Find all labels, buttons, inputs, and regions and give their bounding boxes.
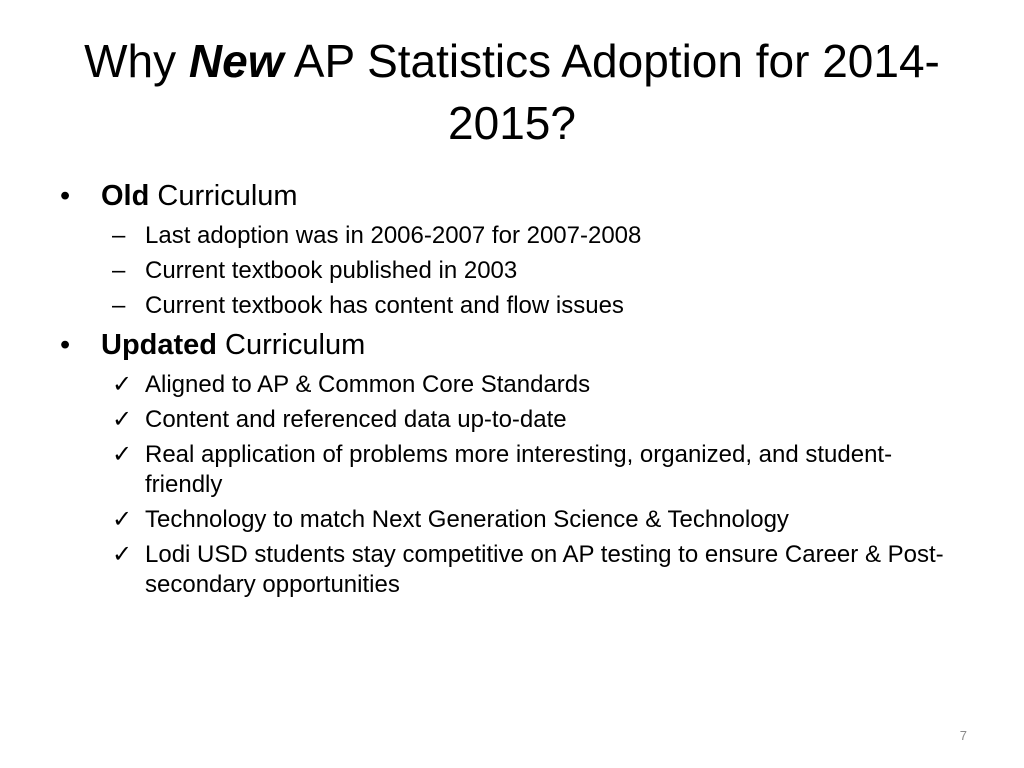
- checkmark-icon: ✓: [112, 441, 133, 468]
- slide-content: [60, 176, 960, 603]
- list-item-text: Lodi USD students stay competitive on AP testing to ensure Career & Post-secondary opportunities: [145, 541, 944, 598]
- list-item-text: Content and referenced data up-to-date: [145, 406, 567, 433]
- bullet-icon: •: [60, 329, 71, 361]
- list-item: [60, 540, 965, 600]
- list-item: [60, 440, 965, 500]
- dash-icon: –: [112, 257, 126, 284]
- list-item: [60, 256, 965, 286]
- list-item-text: Current textbook published in 2003: [145, 257, 518, 284]
- list-item: [60, 505, 965, 535]
- list-item: [60, 291, 965, 321]
- section-heading-rest: Curriculum: [149, 180, 298, 212]
- dash-icon: –: [112, 292, 126, 319]
- title-prefix: Why: [84, 35, 189, 87]
- section-heading-bold: Updated: [101, 329, 217, 361]
- bullet-icon: •: [60, 180, 71, 212]
- list-item-text: Aligned to AP & Common Core Standards: [145, 371, 591, 398]
- section-heading-rest: Curriculum: [217, 329, 366, 361]
- section-heading-old: [60, 176, 960, 216]
- slide-title: [60, 30, 964, 154]
- list-item-text: Last adoption was in 2006-2007 for 2007-2008: [145, 222, 642, 249]
- checkmark-icon: ✓: [112, 506, 133, 533]
- checkmark-icon: ✓: [112, 541, 133, 568]
- list-item-text: Real application of problems more interesting, organized, and student-friendly: [145, 441, 893, 498]
- checkmark-icon: ✓: [112, 371, 133, 398]
- page-number: 7: [959, 728, 967, 743]
- list-item-text: Current textbook has content and flow issues: [145, 292, 624, 319]
- title-suffix: AP Statistics Adoption for 2014-2015?: [283, 35, 940, 149]
- list-item-text: Technology to match Next Generation Science & Technology: [145, 506, 789, 533]
- section-heading-updated: [60, 325, 960, 365]
- list-item: [60, 370, 965, 400]
- checkmark-icon: ✓: [112, 406, 133, 433]
- list-item: [60, 405, 965, 435]
- section-heading-bold: Old: [101, 180, 150, 212]
- list-item: [60, 221, 965, 251]
- title-emphasis: New: [188, 35, 284, 87]
- dash-icon: –: [112, 222, 126, 249]
